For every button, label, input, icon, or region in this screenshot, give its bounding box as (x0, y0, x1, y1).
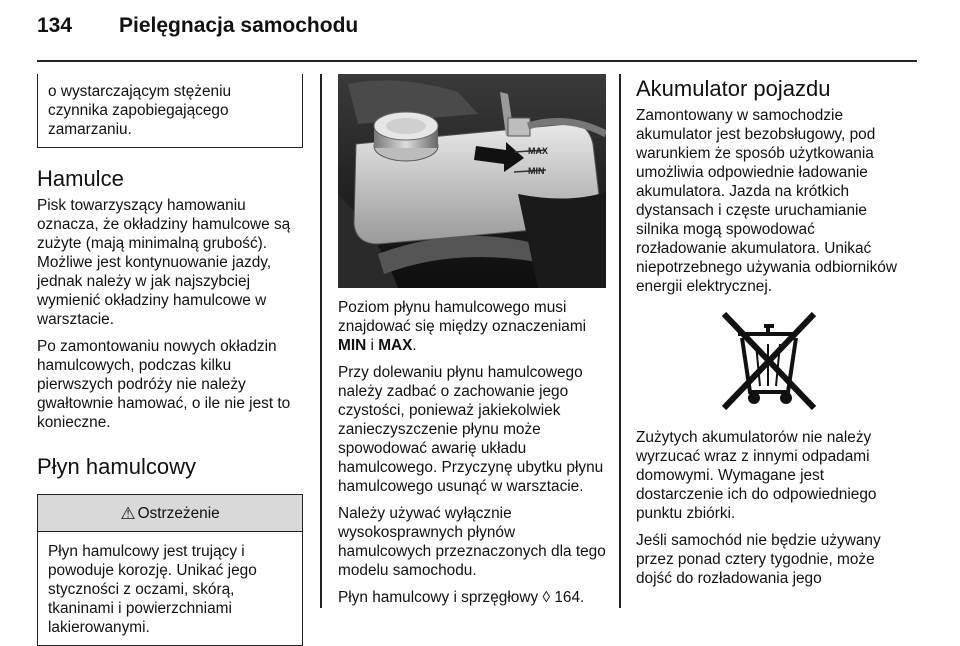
column-divider-2 (619, 74, 621, 608)
warning-title: Ostrzeżenie (137, 504, 220, 522)
battery-paragraph-1: Zamontowany w samochodzie akumulator jest bezobsługowy, pod warunkiem że sposób użytkowania umożliwia odpowiednie ładowanie akumulatora. Jazda na krótkich dystansach i częste uruchamianie silnika mogą spowodować rozładowanie akumulatora. Unikać niepotrzebnego używania odbiorników energii elektrycznej. (636, 107, 897, 295)
chapter-title: Pielęgnacja samochodu (119, 14, 359, 37)
fluid-type-paragraph: Należy używać wyłącznie wysokosprawnych płynów hamulcowych przeznaczonych dla tego modelu samochodu. (338, 505, 606, 579)
battery-heading: Akumulator pojazdu (636, 76, 831, 101)
min-mark-label: MIN (528, 166, 545, 176)
crossed-out-wheelie-bin-icon (710, 304, 830, 414)
warning-box (37, 494, 303, 646)
continued-box (37, 74, 303, 148)
page-number: 134 (37, 14, 73, 37)
column-middle (338, 74, 606, 615)
battery-paragraph-2: Zużytych akumulatorów nie należy wyrzucać wraz z innymi odpadami domowymi. Wymagane jest dostarczenie ich do odpowiedniego punktu zbiórki. (636, 429, 877, 522)
reservoir-illustration (338, 74, 606, 288)
page-reference-icon: ◊ (542, 589, 551, 606)
warning-icon: ⚠ (120, 503, 136, 523)
continued-text: o wystarczającym stężeniu czynnika zapobiegającego zamarzaniu. (48, 83, 232, 138)
topping-up-paragraph: Przy dolewaniu płynu hamulcowego należy zadbać o zachowanie jego czystości, ponieważ jakiekolwiek zanieczyszczenie płynu może spowodować awarię układu hamulcowego. Przyczynę ubytku płynu hamulcowego usunąć w warsztacie. (338, 364, 604, 495)
brake-fluid-heading: Płyn hamulcowy (37, 454, 196, 479)
column-divider-1 (320, 74, 322, 608)
cross-reference-paragraph: Płyn hamulcowy i sprzęgłowy ◊ 164. (338, 589, 585, 606)
level-paragraph: Poziom płynu hamulcowego musi znajdować się między oznaczeniami MIN i MAX. (338, 299, 587, 354)
warning-header (38, 495, 302, 532)
page-header (37, 8, 917, 50)
max-mark-label: MAX (528, 146, 548, 156)
brakes-heading: Hamulce (37, 166, 124, 191)
brakes-paragraph-1: Pisk towarzyszący hamowaniu oznacza, że okładziny hamulcowe są zużyte (mają minimalną grubość). Możliwe jest kontynuowanie jazdy, jednak należy w jak najszybciej wymienić okładziny hamulcowe w warsztacie. (37, 197, 291, 328)
column-right (636, 74, 904, 596)
header-rule (37, 60, 917, 62)
battery-paragraph-3: Jeśli samochód nie będzie używany przez ponad cztery tygodnie, może dojść do rozładowania jego (636, 532, 881, 587)
page-reference-number[interactable]: 164. (550, 589, 585, 606)
brake-fluid-reservoir-photo (338, 74, 606, 288)
warning-text: Płyn hamulcowy jest trujący i powoduje korozję. Unikać jego styczności z oczami, skórą, tkaninami i powierzchniami lakierowanymi. (48, 543, 257, 636)
column-left (37, 74, 303, 646)
brakes-paragraph-2: Po zamontowaniu nowych okładzin hamulcowych, podczas kilku pierwszych podróży nie należy gwałtownie hamować, o ile nie jest to konieczne. (37, 338, 291, 431)
